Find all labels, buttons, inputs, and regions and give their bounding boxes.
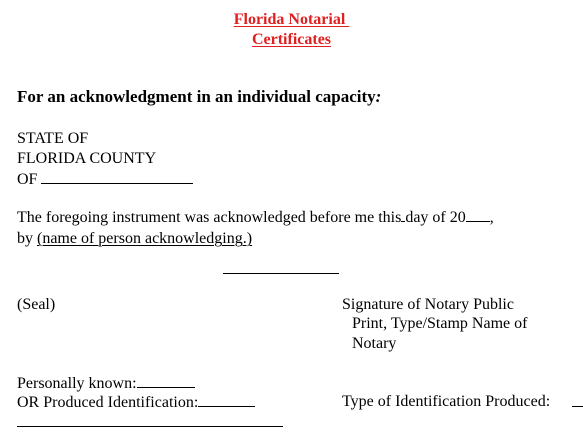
bottom-signature-line	[17, 426, 283, 427]
type-identification-label: Type of Identification Produced:	[342, 393, 551, 410]
personally-known-blank	[137, 373, 195, 388]
acknowledgment-by: by	[17, 230, 37, 247]
venue-of-line	[17, 169, 193, 189]
venue-of-label: OF	[17, 171, 42, 188]
notary-print-name-label-2: Notary	[352, 335, 397, 352]
acknowledgment-text-b: day of 20	[405, 209, 466, 226]
person-acknowledging-field: (name of person acknowledging.)	[37, 230, 253, 247]
notary-print-name-label-1: Print, Type/Stamp Name of	[352, 315, 528, 332]
document-title-line-2: Certificates	[251, 31, 332, 48]
acknowledgment-line-1	[17, 207, 494, 227]
signature-line	[223, 273, 339, 274]
personally-known-label: Personally known:	[17, 375, 137, 392]
section-heading-text: For an acknowledgment in an individual capacity	[17, 87, 376, 106]
acknowledgment-text-end: ,	[489, 209, 494, 226]
produced-identification-line	[17, 392, 255, 412]
acknowledgment-line-2	[17, 229, 252, 248]
venue-county: FLORIDA COUNTY	[17, 150, 157, 167]
acknowledgment-text-a: The foregoing instrument was acknowledged before me this	[17, 209, 402, 226]
produced-identification-label: OR Produced Identification:	[17, 394, 199, 411]
venue-of-blank	[41, 169, 193, 184]
section-heading	[17, 87, 381, 106]
produced-identification-blank	[198, 392, 255, 407]
notary-signature-label: Signature of Notary Public	[342, 296, 514, 313]
section-heading-colon: :	[375, 87, 382, 106]
year-blank	[466, 207, 490, 222]
type-identification-blank	[572, 406, 583, 407]
seal-label: (Seal)	[17, 296, 56, 313]
personally-known-line	[17, 373, 195, 393]
document-title-line-1: Florida Notarial	[233, 11, 350, 28]
venue-state: STATE OF	[17, 130, 89, 147]
